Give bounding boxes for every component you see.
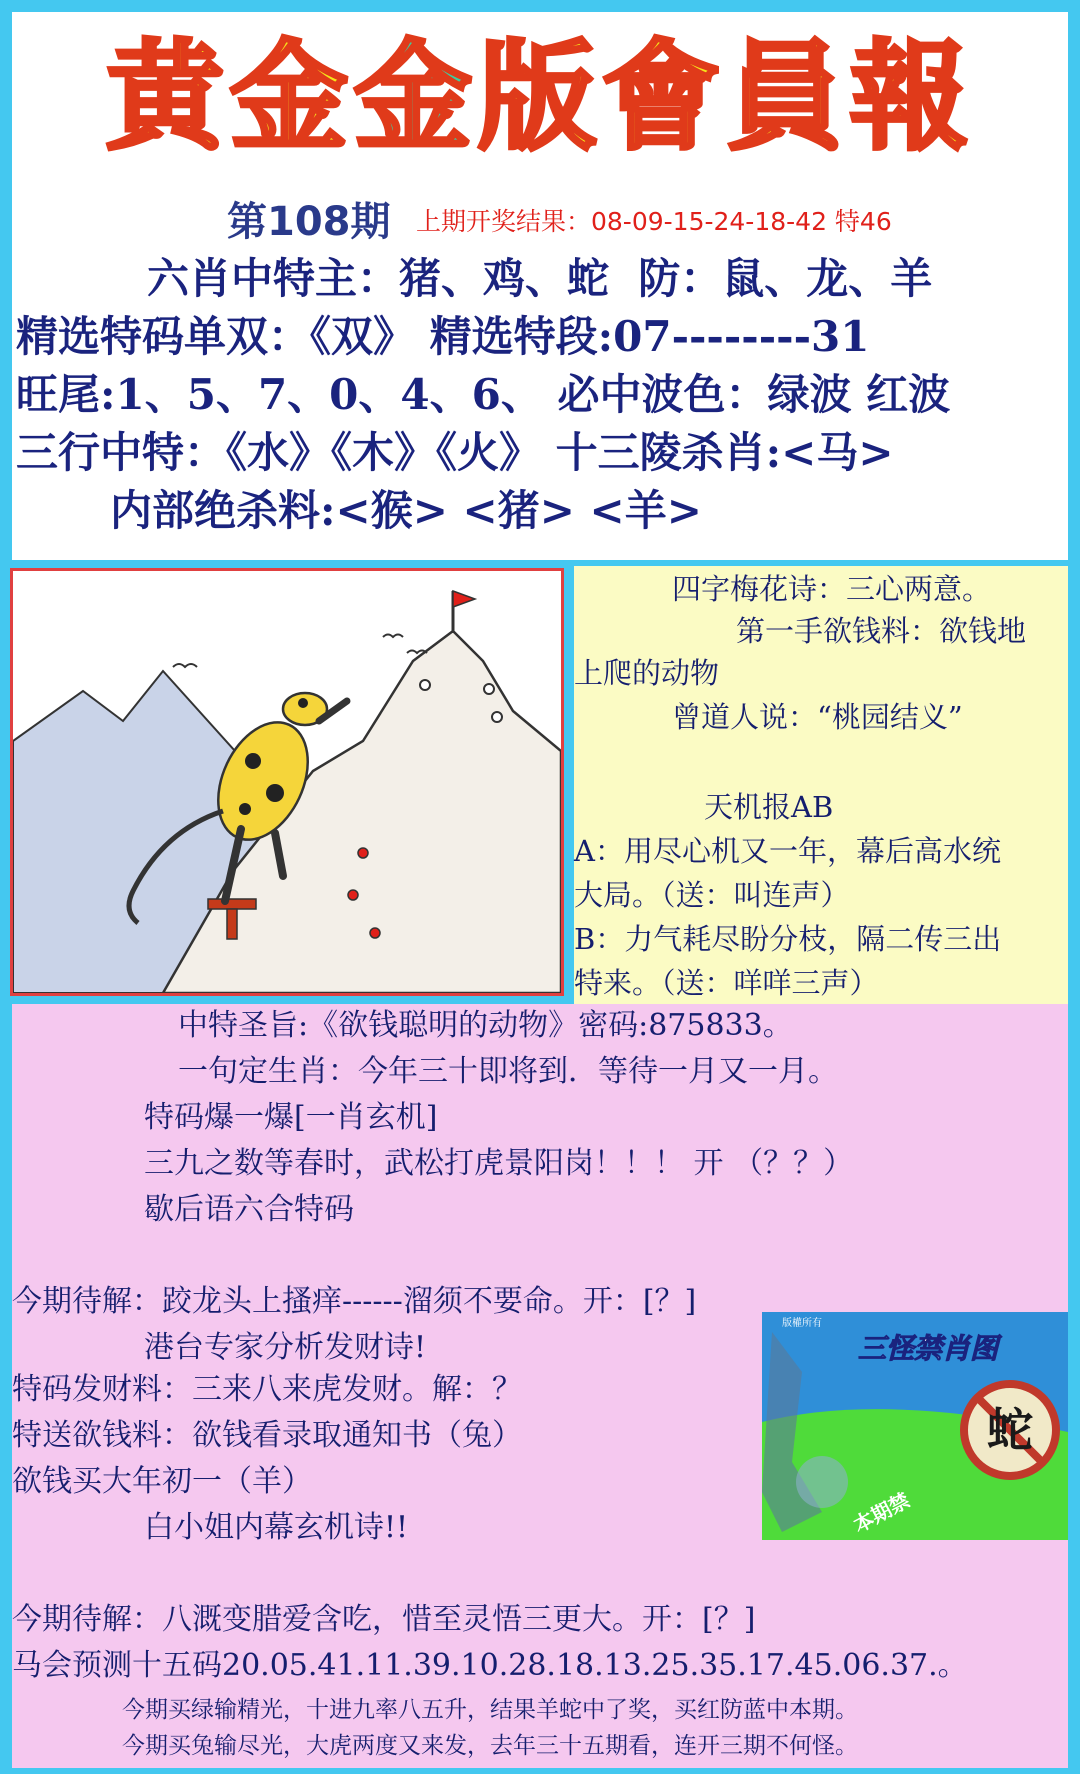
- title-char: 金: [353, 28, 478, 166]
- content-line: 特送欲钱料：欲钱看录取通知书（兔）: [12, 1418, 522, 1453]
- title-char: 黄: [105, 28, 230, 166]
- poem-line: 上爬的动物: [574, 656, 720, 690]
- poem-line: 第一手欲钱料：欲钱地: [736, 614, 1027, 648]
- title-char: 會: [602, 28, 727, 166]
- header-line: 三行中特：《水》《木》《火》 十三陵杀肖:<马>: [16, 428, 894, 477]
- badge-label: 本期禁: [849, 1487, 914, 1538]
- badge-title: 三怪禁肖图: [858, 1332, 999, 1365]
- poem-line: 曾道人说：“桃园结义”: [672, 700, 963, 734]
- title-char: 員: [726, 28, 851, 166]
- content-line: 白小姐内幕玄机诗!!: [144, 1510, 409, 1545]
- content-line: 中特圣旨:《欲钱聪明的动物》密码:875833。: [178, 1008, 793, 1043]
- content-line: 一句定生肖：今年三十即将到．等待一月又一月。: [178, 1054, 838, 1089]
- header-line: 内部绝杀料:<猴> <猪> <羊>: [110, 486, 702, 535]
- content-line: 特码爆一爆[一肖玄机]: [144, 1100, 438, 1135]
- climbing-dog-illustration: [13, 571, 561, 993]
- poem-line: 天机报AB: [704, 790, 834, 824]
- title-char: 金: [229, 28, 354, 166]
- poem-line: 四字梅花诗：三心两意。: [672, 572, 992, 606]
- header-line: 旺尾:1、5、7、0、4、6、 必中波色：绿波 红波: [16, 370, 951, 419]
- issue-number: 第108期: [227, 199, 391, 245]
- badge-copyright: 版權所有: [782, 1318, 822, 1329]
- content-line: 港台专家分析发财诗!: [144, 1330, 427, 1365]
- title-char: 版: [477, 28, 602, 166]
- header-line: 精选特码单双：《双》 精选特段:07--------31: [16, 312, 870, 361]
- content-line: 今期待解：八溉变腊爱含吃，惜至灵悟三更大。开：[？]: [12, 1602, 756, 1637]
- header-panel: [12, 12, 1068, 560]
- badge-zodiac: 蛇: [987, 1403, 1033, 1457]
- masthead-title: [12, 28, 1068, 166]
- content-small-line: 今期买兔输尽光，大虎两度又来发，去年三十五期看，连开三期不何怪。: [122, 1733, 858, 1759]
- content-line: 歇后语六合特码: [144, 1192, 354, 1227]
- forbidden-zodiac-badge: [762, 1312, 1068, 1540]
- content-line: 特码发财料：三来八来虎发财。解：？: [12, 1372, 522, 1407]
- title-char: 報: [850, 28, 975, 166]
- content-line: 马会预测十五码20.05.41.11.39.10.28.18.13.25.35.17.45.06.37.。: [12, 1648, 968, 1683]
- content-line: 三九之数等春时，武松打虎景阳岗！！！ 开 （？？）: [144, 1146, 854, 1181]
- content-line: 欲钱买大年初一（羊）: [12, 1464, 312, 1499]
- content-small-line: 今期买绿输精光，十进九率八五升，结果羊蛇中了奖，买红防蓝中本期。: [122, 1697, 858, 1723]
- content-line: 今期待解：跤龙头上搔痒------溜须不要命。开：[？]: [12, 1284, 697, 1319]
- poem-line: B：力气耗尽盼分枝，隔二传三出: [574, 922, 1002, 956]
- poem-panel: [574, 566, 1068, 1004]
- poem-line: 大局。（送：叫连声）: [574, 878, 850, 912]
- illustration-panel: [10, 568, 564, 996]
- badge-graphic: [762, 1312, 1068, 1540]
- poem-line: 特来。（送：咩咩三声）: [574, 966, 879, 1000]
- last-result: 上期开奖结果：08-09-15-24-18-42 特46: [416, 207, 892, 236]
- poem-line: A：用尽心机又一年，幕后高水统: [574, 834, 1001, 868]
- header-line: 六肖中特主：猪、鸡、蛇 防：鼠、龙、羊: [147, 254, 933, 303]
